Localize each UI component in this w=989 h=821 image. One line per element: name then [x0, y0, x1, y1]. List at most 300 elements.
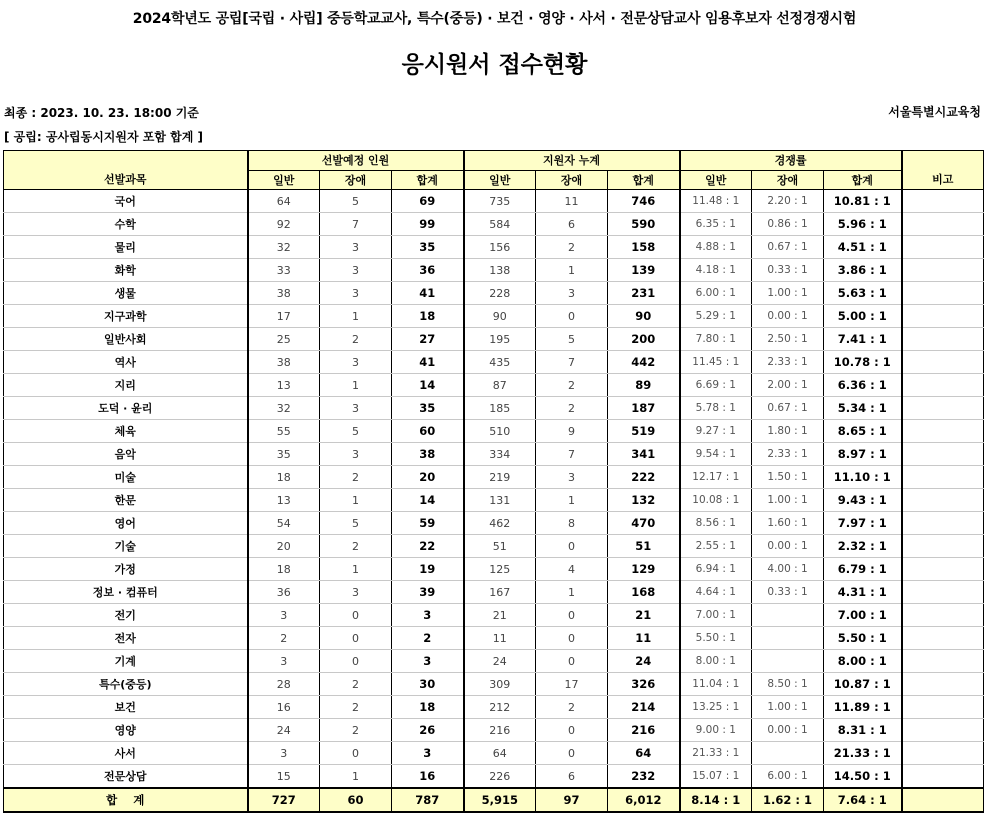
cell-planned-general: 13 [248, 374, 320, 397]
cell-planned-disabled: 2 [320, 466, 392, 489]
cell-remarks [902, 512, 984, 535]
cell-subject: 사서 [4, 742, 248, 765]
cell-planned-general: 36 [248, 581, 320, 604]
cell-planned-general: 38 [248, 351, 320, 374]
table-row [4, 604, 984, 627]
cell-planned-total: 19 [392, 558, 464, 581]
table-row [4, 374, 984, 397]
cell-applicants-total: 216 [608, 719, 680, 742]
cell-subject: 미술 [4, 466, 248, 489]
cell-remarks [902, 397, 984, 420]
cell-subject: 전문상담 [4, 765, 248, 789]
cell-applicants-disabled: 0 [536, 719, 608, 742]
cell-applicants-disabled: 6 [536, 213, 608, 236]
column-header-subject: 선발과목 [4, 171, 248, 190]
cell-planned-disabled: 3 [320, 443, 392, 466]
cell-ratio-general: 6.94 : 1 [680, 558, 752, 581]
total-ratio-total: 7.64 : 1 [824, 788, 902, 812]
total-applicants-general: 5,915 [464, 788, 536, 812]
cell-ratio-general: 5.29 : 1 [680, 305, 752, 328]
cell-subject: 기계 [4, 650, 248, 673]
cell-applicants-disabled: 7 [536, 443, 608, 466]
cell-ratio-total: 8.00 : 1 [824, 650, 902, 673]
cell-applicants-disabled: 2 [536, 696, 608, 719]
cell-planned-disabled: 2 [320, 535, 392, 558]
column-header-applicants-disabled: 장애 [536, 171, 608, 190]
cell-ratio-total: 7.41 : 1 [824, 328, 902, 351]
cell-remarks [902, 374, 984, 397]
cell-ratio-general: 4.88 : 1 [680, 236, 752, 259]
cell-remarks [902, 190, 984, 213]
cell-planned-general: 3 [248, 650, 320, 673]
cell-remarks [902, 696, 984, 719]
cell-ratio-general: 13.25 : 1 [680, 696, 752, 719]
cell-planned-disabled: 2 [320, 673, 392, 696]
table-note: [ 공립: 공사립동시지원자 포함 합계 ] [4, 130, 203, 144]
cell-ratio-disabled: 1.00 : 1 [752, 696, 824, 719]
cell-remarks [902, 466, 984, 489]
total-planned-total: 787 [392, 788, 464, 812]
cell-applicants-disabled: 0 [536, 627, 608, 650]
cell-applicants-total: 746 [608, 190, 680, 213]
cell-ratio-total: 14.50 : 1 [824, 765, 902, 789]
cell-applicants-general: 21 [464, 604, 536, 627]
cell-applicants-total: 51 [608, 535, 680, 558]
table-row [4, 259, 984, 282]
cell-remarks [902, 650, 984, 673]
cell-ratio-disabled: 1.80 : 1 [752, 420, 824, 443]
cell-planned-disabled: 5 [320, 190, 392, 213]
total-planned-general: 727 [248, 788, 320, 812]
cell-ratio-total: 8.65 : 1 [824, 420, 902, 443]
cell-ratio-general: 5.50 : 1 [680, 627, 752, 650]
cell-planned-general: 92 [248, 213, 320, 236]
cell-ratio-disabled: 4.00 : 1 [752, 558, 824, 581]
cell-ratio-disabled: 2.20 : 1 [752, 190, 824, 213]
cell-remarks [902, 489, 984, 512]
cell-ratio-general: 8.56 : 1 [680, 512, 752, 535]
cell-applicants-total: 158 [608, 236, 680, 259]
cell-ratio-total: 4.31 : 1 [824, 581, 902, 604]
cell-subject: 영어 [4, 512, 248, 535]
cell-planned-disabled: 1 [320, 489, 392, 512]
cell-planned-total: 38 [392, 443, 464, 466]
table-row [4, 236, 984, 259]
cell-subject: 체육 [4, 420, 248, 443]
cell-planned-total: 14 [392, 374, 464, 397]
cell-applicants-general: 510 [464, 420, 536, 443]
cell-planned-total: 30 [392, 673, 464, 696]
cell-ratio-total: 4.51 : 1 [824, 236, 902, 259]
table-body [4, 190, 984, 789]
cell-applicants-total: 11 [608, 627, 680, 650]
cell-ratio-disabled: 1.60 : 1 [752, 512, 824, 535]
cell-ratio-disabled: 2.50 : 1 [752, 328, 824, 351]
column-header-applicants-total: 합계 [608, 171, 680, 190]
cell-applicants-disabled: 11 [536, 190, 608, 213]
cell-planned-general: 28 [248, 673, 320, 696]
cell-ratio-disabled: 6.00 : 1 [752, 765, 824, 789]
group-header-planned: 선발예정 인원 [248, 151, 464, 171]
cell-subject: 가정 [4, 558, 248, 581]
cell-subject: 도덕 · 윤리 [4, 397, 248, 420]
cell-ratio-disabled: 0.67 : 1 [752, 236, 824, 259]
cell-subject: 음악 [4, 443, 248, 466]
cell-applicants-general: 216 [464, 719, 536, 742]
cell-subject: 일반사회 [4, 328, 248, 351]
cell-applicants-general: 64 [464, 742, 536, 765]
cell-ratio-total: 8.97 : 1 [824, 443, 902, 466]
cell-applicants-general: 309 [464, 673, 536, 696]
column-header-planned-total: 합계 [392, 171, 464, 190]
cell-ratio-general: 21.33 : 1 [680, 742, 752, 765]
cell-planned-total: 41 [392, 282, 464, 305]
cell-remarks [902, 282, 984, 305]
cell-applicants-general: 212 [464, 696, 536, 719]
cell-remarks [902, 305, 984, 328]
cell-remarks [902, 236, 984, 259]
cell-applicants-total: 519 [608, 420, 680, 443]
cell-ratio-general: 4.64 : 1 [680, 581, 752, 604]
cell-applicants-disabled: 8 [536, 512, 608, 535]
cell-planned-disabled: 1 [320, 305, 392, 328]
cell-remarks [902, 259, 984, 282]
cell-applicants-general: 584 [464, 213, 536, 236]
cell-planned-disabled: 2 [320, 328, 392, 351]
cell-planned-general: 54 [248, 512, 320, 535]
cell-planned-total: 3 [392, 604, 464, 627]
cell-applicants-total: 21 [608, 604, 680, 627]
cell-ratio-general: 10.08 : 1 [680, 489, 752, 512]
cell-applicants-disabled: 9 [536, 420, 608, 443]
total-applicants-total: 6,012 [608, 788, 680, 812]
cell-ratio-disabled [752, 604, 824, 627]
cell-ratio-disabled: 0.33 : 1 [752, 581, 824, 604]
cell-ratio-total: 2.32 : 1 [824, 535, 902, 558]
cell-planned-general: 15 [248, 765, 320, 789]
cell-ratio-disabled: 2.33 : 1 [752, 351, 824, 374]
cell-ratio-general: 6.69 : 1 [680, 374, 752, 397]
cell-remarks [902, 719, 984, 742]
cell-applicants-total: 200 [608, 328, 680, 351]
header-blank-remarks [902, 151, 984, 171]
table-row [4, 466, 984, 489]
cell-ratio-general: 15.07 : 1 [680, 765, 752, 789]
cell-applicants-disabled: 3 [536, 466, 608, 489]
cell-planned-general: 13 [248, 489, 320, 512]
cell-applicants-total: 470 [608, 512, 680, 535]
cell-ratio-total: 7.97 : 1 [824, 512, 902, 535]
cell-applicants-general: 185 [464, 397, 536, 420]
cell-remarks [902, 351, 984, 374]
cell-applicants-disabled: 0 [536, 305, 608, 328]
header-blank [4, 151, 248, 171]
cell-planned-total: 27 [392, 328, 464, 351]
column-header-planned-general: 일반 [248, 171, 320, 190]
cell-ratio-general: 11.04 : 1 [680, 673, 752, 696]
cell-planned-total: 60 [392, 420, 464, 443]
cell-applicants-total: 232 [608, 765, 680, 789]
cell-planned-total: 69 [392, 190, 464, 213]
cell-ratio-general: 7.00 : 1 [680, 604, 752, 627]
application-status-table [3, 150, 984, 813]
cell-subject: 수학 [4, 213, 248, 236]
table-row [4, 535, 984, 558]
cell-ratio-general: 9.54 : 1 [680, 443, 752, 466]
cell-ratio-disabled: 1.50 : 1 [752, 466, 824, 489]
cell-ratio-disabled: 8.50 : 1 [752, 673, 824, 696]
cell-ratio-total: 6.79 : 1 [824, 558, 902, 581]
cell-planned-general: 25 [248, 328, 320, 351]
table-row [4, 282, 984, 305]
cell-applicants-total: 132 [608, 489, 680, 512]
cell-applicants-general: 435 [464, 351, 536, 374]
table-row [4, 397, 984, 420]
cell-planned-general: 55 [248, 420, 320, 443]
cell-ratio-disabled [752, 627, 824, 650]
cell-planned-disabled: 0 [320, 650, 392, 673]
cell-applicants-total: 89 [608, 374, 680, 397]
document-subtitle: 2024학년도 공립[국립 · 사립] 중등학교교사, 특수(중등) · 보건 · 영양 · 사서 · 전문상담교사 임용후보자 선정경쟁시험 [132, 11, 857, 27]
column-header-planned-disabled: 장애 [320, 171, 392, 190]
cell-applicants-general: 87 [464, 374, 536, 397]
cell-planned-total: 26 [392, 719, 464, 742]
cell-planned-total: 41 [392, 351, 464, 374]
cell-ratio-total: 11.10 : 1 [824, 466, 902, 489]
cell-ratio-general: 9.27 : 1 [680, 420, 752, 443]
page-title: 응시원서 접수현황 [401, 52, 588, 78]
table-row [4, 581, 984, 604]
cell-planned-total: 2 [392, 627, 464, 650]
cell-ratio-general: 4.18 : 1 [680, 259, 752, 282]
cell-ratio-total: 6.36 : 1 [824, 374, 902, 397]
cell-applicants-total: 129 [608, 558, 680, 581]
cell-ratio-general: 6.35 : 1 [680, 213, 752, 236]
cell-planned-total: 35 [392, 236, 464, 259]
cell-applicants-general: 11 [464, 627, 536, 650]
group-header-applicants: 지원자 누계 [464, 151, 680, 171]
cell-subject: 화학 [4, 259, 248, 282]
cell-planned-disabled: 0 [320, 604, 392, 627]
cell-planned-total: 99 [392, 213, 464, 236]
table-row [4, 719, 984, 742]
cell-applicants-general: 167 [464, 581, 536, 604]
cell-applicants-total: 222 [608, 466, 680, 489]
total-label: 합 계 [4, 788, 248, 812]
cell-ratio-total: 5.96 : 1 [824, 213, 902, 236]
total-planned-disabled: 60 [320, 788, 392, 812]
cell-applicants-total: 187 [608, 397, 680, 420]
total-row [4, 788, 984, 812]
cell-applicants-disabled: 17 [536, 673, 608, 696]
cell-ratio-general: 12.17 : 1 [680, 466, 752, 489]
cell-planned-total: 3 [392, 742, 464, 765]
cell-ratio-total: 5.00 : 1 [824, 305, 902, 328]
cell-ratio-general: 11.48 : 1 [680, 190, 752, 213]
cell-planned-disabled: 3 [320, 581, 392, 604]
cell-applicants-general: 462 [464, 512, 536, 535]
cell-applicants-disabled: 3 [536, 282, 608, 305]
cell-planned-total: 59 [392, 512, 464, 535]
cell-planned-total: 14 [392, 489, 464, 512]
cell-planned-disabled: 1 [320, 374, 392, 397]
cell-planned-disabled: 3 [320, 259, 392, 282]
cell-applicants-disabled: 2 [536, 236, 608, 259]
cell-planned-disabled: 2 [320, 696, 392, 719]
cell-applicants-disabled: 0 [536, 604, 608, 627]
total-ratio-disabled: 1.62 : 1 [752, 788, 824, 812]
table-row [4, 420, 984, 443]
cell-planned-total: 22 [392, 535, 464, 558]
cell-ratio-general: 6.00 : 1 [680, 282, 752, 305]
cell-ratio-total: 11.89 : 1 [824, 696, 902, 719]
cell-ratio-disabled: 1.00 : 1 [752, 282, 824, 305]
cell-applicants-disabled: 0 [536, 535, 608, 558]
cell-remarks [902, 558, 984, 581]
table-row [4, 673, 984, 696]
cell-planned-general: 32 [248, 397, 320, 420]
cell-ratio-disabled: 0.33 : 1 [752, 259, 824, 282]
cell-applicants-total: 90 [608, 305, 680, 328]
table-row [4, 489, 984, 512]
cell-planned-general: 24 [248, 719, 320, 742]
cell-subject: 국어 [4, 190, 248, 213]
cell-ratio-general: 7.80 : 1 [680, 328, 752, 351]
cell-applicants-general: 131 [464, 489, 536, 512]
cell-applicants-total: 168 [608, 581, 680, 604]
cell-planned-general: 18 [248, 466, 320, 489]
cell-remarks [902, 213, 984, 236]
cell-planned-disabled: 5 [320, 512, 392, 535]
cell-planned-general: 38 [248, 282, 320, 305]
cell-applicants-general: 226 [464, 765, 536, 789]
table-row [4, 558, 984, 581]
cell-planned-disabled: 1 [320, 558, 392, 581]
cell-subject: 역사 [4, 351, 248, 374]
cell-planned-disabled: 3 [320, 236, 392, 259]
cell-ratio-disabled: 2.33 : 1 [752, 443, 824, 466]
cell-ratio-total: 21.33 : 1 [824, 742, 902, 765]
cell-applicants-disabled: 1 [536, 259, 608, 282]
cell-planned-general: 3 [248, 604, 320, 627]
cell-ratio-general: 8.00 : 1 [680, 650, 752, 673]
cell-remarks [902, 742, 984, 765]
cell-applicants-disabled: 2 [536, 397, 608, 420]
cell-planned-disabled: 0 [320, 627, 392, 650]
cell-applicants-disabled: 1 [536, 581, 608, 604]
cell-applicants-total: 590 [608, 213, 680, 236]
cell-ratio-total: 7.00 : 1 [824, 604, 902, 627]
cell-planned-total: 18 [392, 696, 464, 719]
cell-applicants-general: 51 [464, 535, 536, 558]
table-row [4, 512, 984, 535]
cell-ratio-disabled: 0.00 : 1 [752, 535, 824, 558]
cell-planned-general: 33 [248, 259, 320, 282]
as-of-date: 최종 : 2023. 10. 23. 18:00 기준 [4, 106, 199, 120]
table-row [4, 213, 984, 236]
cell-ratio-total: 10.78 : 1 [824, 351, 902, 374]
column-header-remarks: 비고 [902, 171, 984, 190]
cell-planned-general: 16 [248, 696, 320, 719]
table-row [4, 650, 984, 673]
cell-applicants-total: 231 [608, 282, 680, 305]
cell-applicants-general: 24 [464, 650, 536, 673]
table-row [4, 696, 984, 719]
cell-applicants-disabled: 0 [536, 650, 608, 673]
cell-planned-total: 39 [392, 581, 464, 604]
column-header-ratio-general: 일반 [680, 171, 752, 190]
cell-ratio-total: 10.87 : 1 [824, 673, 902, 696]
cell-planned-disabled: 3 [320, 282, 392, 305]
cell-planned-general: 18 [248, 558, 320, 581]
cell-ratio-disabled: 0.00 : 1 [752, 305, 824, 328]
cell-applicants-general: 219 [464, 466, 536, 489]
table-row [4, 190, 984, 213]
cell-applicants-disabled: 6 [536, 765, 608, 789]
cell-ratio-total: 10.81 : 1 [824, 190, 902, 213]
cell-planned-disabled: 3 [320, 397, 392, 420]
cell-applicants-general: 735 [464, 190, 536, 213]
cell-planned-general: 20 [248, 535, 320, 558]
column-header-applicants-general: 일반 [464, 171, 536, 190]
cell-applicants-disabled: 5 [536, 328, 608, 351]
cell-ratio-total: 3.86 : 1 [824, 259, 902, 282]
cell-planned-disabled: 7 [320, 213, 392, 236]
cell-remarks [902, 765, 984, 789]
cell-subject: 기술 [4, 535, 248, 558]
total-remarks [902, 788, 984, 812]
cell-applicants-disabled: 1 [536, 489, 608, 512]
cell-planned-total: 18 [392, 305, 464, 328]
cell-planned-general: 32 [248, 236, 320, 259]
cell-subject: 영양 [4, 719, 248, 742]
cell-subject: 전자 [4, 627, 248, 650]
cell-ratio-disabled [752, 650, 824, 673]
table-row [4, 765, 984, 789]
cell-remarks [902, 673, 984, 696]
cell-subject: 정보 · 컴퓨터 [4, 581, 248, 604]
cell-subject: 보건 [4, 696, 248, 719]
group-header-competition: 경쟁률 [680, 151, 902, 171]
table-row [4, 305, 984, 328]
cell-applicants-general: 90 [464, 305, 536, 328]
cell-planned-general: 17 [248, 305, 320, 328]
cell-planned-total: 3 [392, 650, 464, 673]
table-row [4, 443, 984, 466]
cell-ratio-general: 9.00 : 1 [680, 719, 752, 742]
cell-applicants-total: 139 [608, 259, 680, 282]
cell-applicants-total: 64 [608, 742, 680, 765]
cell-remarks [902, 627, 984, 650]
cell-applicants-disabled: 0 [536, 742, 608, 765]
total-ratio-general: 8.14 : 1 [680, 788, 752, 812]
cell-applicants-disabled: 7 [536, 351, 608, 374]
table-row [4, 742, 984, 765]
cell-remarks [902, 581, 984, 604]
table-row [4, 627, 984, 650]
cell-planned-disabled: 5 [320, 420, 392, 443]
column-header-ratio-disabled: 장애 [752, 171, 824, 190]
cell-ratio-disabled [752, 742, 824, 765]
cell-applicants-disabled: 2 [536, 374, 608, 397]
issuer-name: 서울특별시교육청 [888, 105, 981, 119]
cell-planned-total: 35 [392, 397, 464, 420]
cell-planned-disabled: 0 [320, 742, 392, 765]
cell-ratio-total: 5.50 : 1 [824, 627, 902, 650]
cell-remarks [902, 604, 984, 627]
cell-planned-disabled: 3 [320, 351, 392, 374]
cell-applicants-total: 442 [608, 351, 680, 374]
